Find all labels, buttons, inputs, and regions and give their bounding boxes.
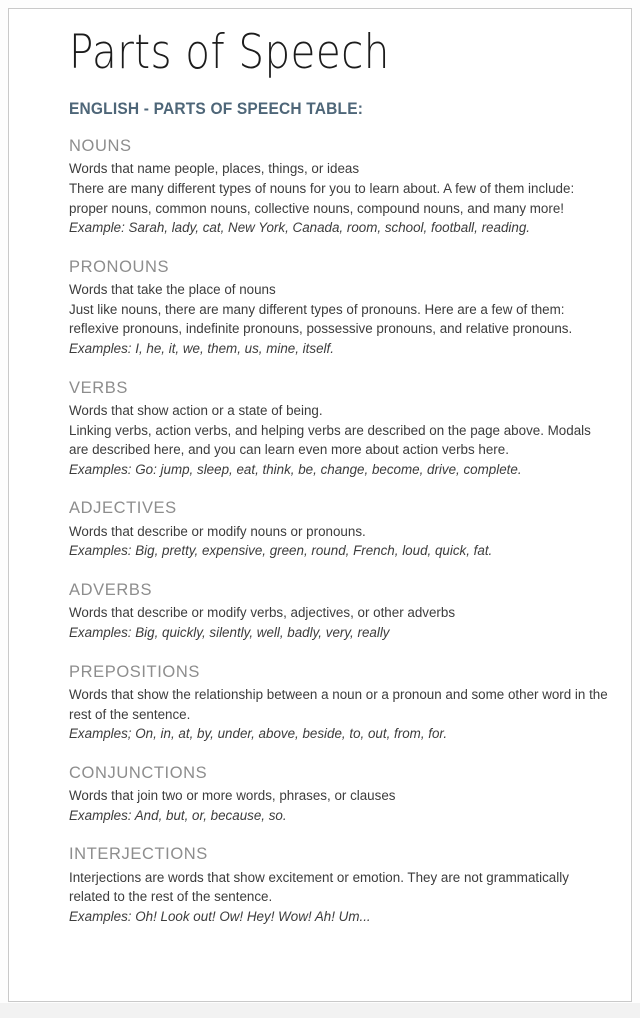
section-example: Examples: Big, quickly, silently, well, badly, very, really	[69, 624, 390, 640]
part-of-speech-section	[63, 498, 611, 561]
section-definition: Words that join two or more words, phrases, or clauses	[69, 788, 396, 804]
section-heading: NOUNS	[69, 136, 132, 155]
section-example: Example: Sarah, lady, cat, New York, Canada, room, school, football, reading.	[69, 220, 530, 236]
page-title: Parts of Speech	[69, 25, 390, 80]
section-example: Examples: I, he, it, we, them, us, mine, itself.	[69, 340, 334, 356]
section-heading: VERBS	[69, 378, 128, 397]
page-content	[63, 23, 611, 927]
section-detail: Just like nouns, there are many different types of pronouns. Here are a few of them: reflexive pronouns, indefinite pronouns, possessive pronouns, and relative pronouns.	[69, 301, 573, 337]
section-heading: ADVERBS	[69, 580, 153, 599]
section-definition: Words that name people, places, things, or ideas	[69, 161, 360, 177]
section-heading: PREPOSITIONS	[69, 662, 200, 681]
sections-list	[63, 136, 611, 927]
part-of-speech-section	[63, 662, 611, 744]
section-detail: Linking verbs, action verbs, and helping verbs are described on the page above. Modals are described here, and you can learn even more about action verbs here.	[69, 422, 591, 458]
section-example: Examples: Go: jump, sleep, eat, think, be, change, become, drive, complete.	[69, 461, 522, 477]
section-definition: Words that describe or modify nouns or pronouns.	[69, 523, 366, 539]
page-subtitle: ENGLISH - PARTS OF SPEECH TABLE:	[69, 99, 364, 118]
part-of-speech-section	[63, 378, 611, 480]
section-example: Examples: Big, pretty, expensive, green, round, French, loud, quick, fat.	[69, 543, 493, 559]
part-of-speech-section	[63, 580, 611, 643]
section-definition: Words that show the relationship between a noun or a pronoun and some other word in the rest of the sentence.	[69, 687, 608, 722]
section-definition: Words that describe or modify verbs, adjectives, or other adverbs	[69, 605, 456, 621]
page-border-frame	[8, 8, 632, 1002]
page-bottom-strip	[0, 1003, 640, 1018]
section-heading: PRONOUNS	[69, 257, 170, 276]
section-heading: INTERJECTIONS	[69, 845, 208, 864]
part-of-speech-section	[63, 844, 611, 926]
section-definition: Interjections are words that show excitement or emotion. They are not grammatically related to the rest of the sentence.	[69, 869, 569, 905]
section-heading: ADJECTIVES	[69, 499, 177, 518]
part-of-speech-section	[63, 257, 611, 359]
section-detail: There are many different types of nouns for you to learn about. A few of them include: proper nouns, common nouns, collective nouns, compound nouns, and many more!	[69, 180, 575, 216]
part-of-speech-section	[63, 136, 611, 238]
section-example: Examples: Oh! Look out! Ow! Hey! Wow! Ah! Um...	[69, 909, 371, 925]
section-definition: Words that show action or a state of being.	[69, 402, 323, 418]
section-example: Examples; On, in, at, by, under, above, beside, to, out, from, for.	[69, 726, 448, 742]
section-example: Examples: And, but, or, because, so.	[69, 807, 287, 823]
part-of-speech-section	[63, 763, 611, 826]
section-heading: CONJUNCTIONS	[69, 763, 208, 782]
section-definition: Words that take the place of nouns	[69, 282, 276, 298]
